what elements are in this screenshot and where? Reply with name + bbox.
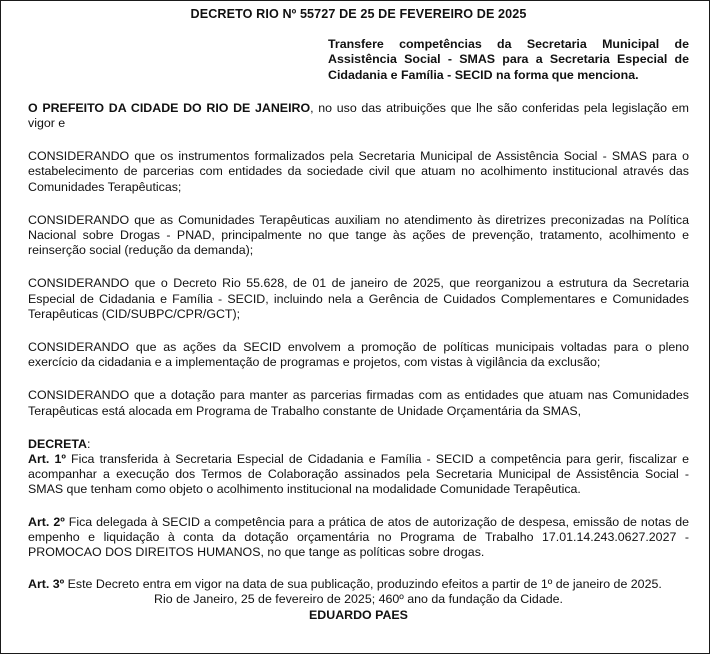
article-3-text: Este Decreto entra em vigor na data de sua publicação, produzindo efeitos a partir de 1º de janeiro de 2025. [64,577,662,592]
decreta-colon: : [86,436,91,451]
decreta-heading [28,437,689,452]
decree-title: DECRETO RIO Nº 55727 DE 25 DE FEVEREIRO DE 2025 [190,7,527,21]
considerando-3: CONSIDERANDO que o Decreto Rio 55.628, de 01 de janeiro de 2025, que reorganizou a estrutura da Secretaria Especial de Cidadania e Família - SECID, incluindo nela a Gerência de Cuidados Complementares e Comunidades Terapêuticas (CID/SUBPC/CPR/GCT); [28,276,689,321]
article-1 [28,452,689,498]
considerando-4: CONSIDERANDO que as ações da SECID envolvem a promoção de políticas municipais voltadas para o pleno exercício da cidadania e a implementação de programas e projetos, com vistas à vigilância da exclusão; [28,340,689,370]
article-3-label: Art. 3º [28,577,65,592]
article-1-label: Art. 1º [28,452,66,467]
preamble-authority: O PREFEITO DA CIDADE DO RIO DE JANEIRO [28,100,311,115]
article-3 [28,577,689,592]
preamble-text: , no uso das atribuições que lhe são conferidas pela legislação em vigor e [28,100,689,131]
decreta-label: DECRETA [28,436,87,451]
article-2-text: Fica delegada à SECID a competência para a prática de atos de autorização de despesa, emissão de notas de empenho e liquidação à conta da dotação orçamentária no Programa de Trabalho 17.01.14.243.0627.2027 - PROMOCAO DOS DIREITOS HUMANOS, no que tange as políticas sobre drogas. [28,514,690,560]
preamble [28,101,689,131]
place-and-date: Rio de Janeiro, 25 de fevereiro de 2025; 460º ano da fundação da Cidade. [154,592,563,607]
signature: EDUARDO PAES [309,607,408,622]
decree-summary: Transfere competências da Secretaria Municipal de Assistência Social - SMAS para a Secretaria Especial de Cidadania e Família - SECID na forma que menciona. [328,37,689,82]
considerando-1: CONSIDERANDO que os instrumentos formalizados pela Secretaria Municipal de Assistência Social - SMAS para o estabelecimento de parcerias com entidades da sociedade civil que atuam no acolhimento institucional através das Comunidades Terapêuticas; [28,149,689,194]
considerando-2: CONSIDERANDO que as Comunidades Terapêuticas auxiliam no atendimento às diretrizes preconizadas na Política Nacional sobre Drogas - PNAD, principalmente no que tange às ações de prevenção, tratamento, acolhimento e reinserção social (redução da demanda); [28,212,689,258]
article-2-label: Art. 2º [28,514,65,529]
article-1-text: Fica transferida à Secretaria Especial de Cidadania e Família - SECID a competência para gerir, fiscalizar e acompanhar a execução dos Termos de Colaboração assinados pela Secretaria Municipal de Assistência Social - SMAS que tenham como objeto o acolhimento institucional na modalidade Comunidade Terapêutica. [28,452,689,497]
article-2 [28,515,689,561]
considerando-5: CONSIDERANDO que a dotação para manter as parcerias firmadas com as entidades que atuam nas Comunidades Terapêuticas está alocada em Programa de Trabalho constante de Unidade Orçamentária da SMAS, [28,388,689,418]
